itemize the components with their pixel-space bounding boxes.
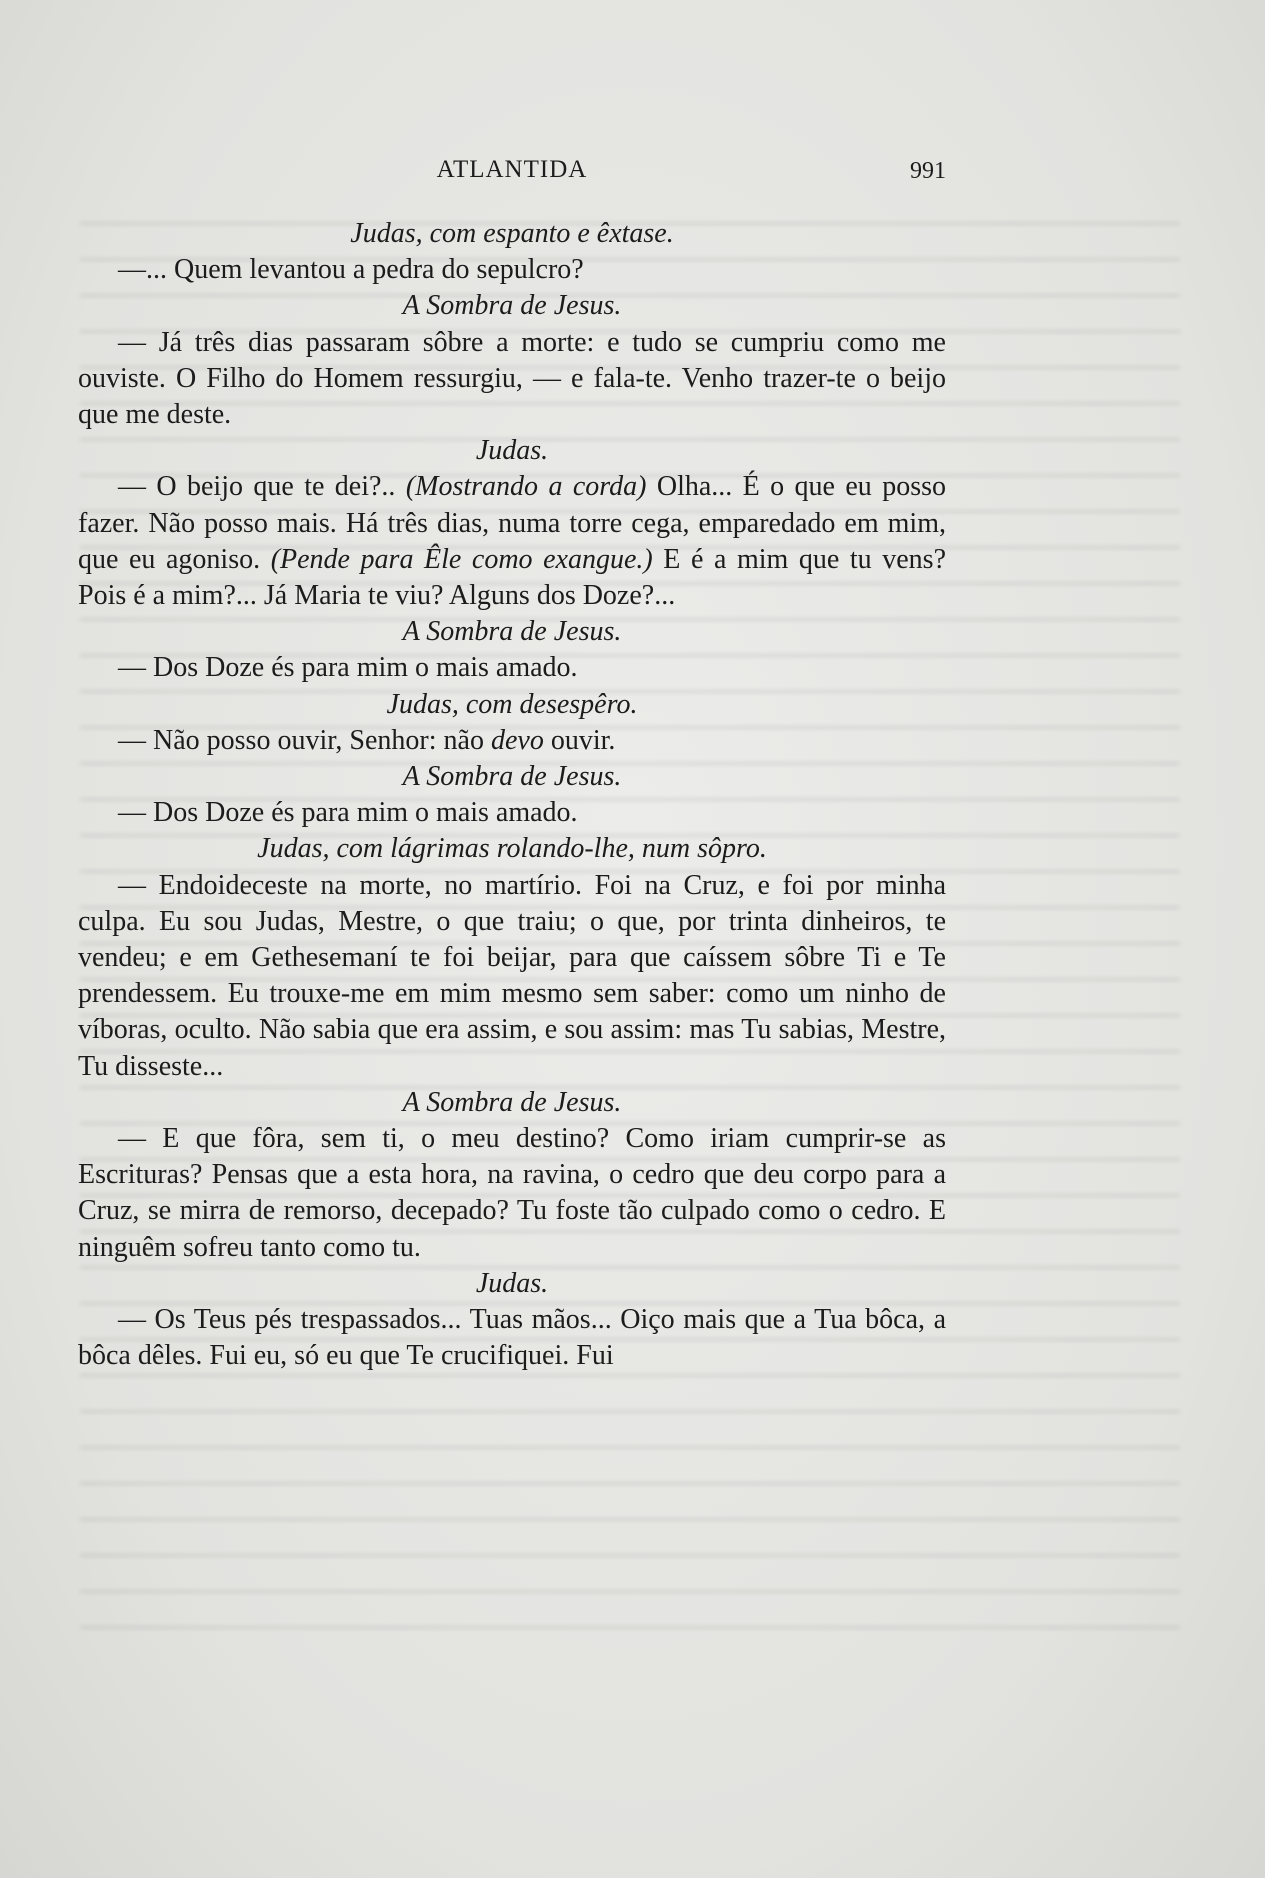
dialogue-text: — Não posso ouvir, Senhor: não — [118, 724, 491, 756]
dialogue-text: — O beijo que te dei?.. — [118, 471, 406, 503]
dialogue-text: — Os Teus pés trespassados... Tuas mãos... Oiço mais que a Tua bôca, a bôca dêles. Fui eu, só eu que Te crucifiquei. Fui — [78, 1304, 946, 1372]
dialogue-text: — E que fôra, sem ti, o meu destino? Como iriam cumprir-se as Escrituras? Pensas que a esta hora, na ravina, o cedro que deu corpo para a Cruz, se mirra de remorso, decepado? Tu foste tão culpado como o cedro. E ninguêm sofreu tanto como tu. — [78, 1123, 946, 1263]
dialogue-paragraph — [78, 1121, 946, 1266]
speaker-heading: A Sombra de Jesus. — [402, 290, 622, 322]
dialogue-text: — Dos Doze és para mim o mais amado. — [118, 652, 578, 684]
dialogue-text: — Já três dias passaram sôbre a morte: e tudo se cumpriu como me ouviste. O Filho do Homem ressurgiu, — e fala-te. Venho trazer-te o beijo que me deste. — [78, 326, 946, 431]
dialogue-text: —... Quem levantou a pedra do sepulcro? — [118, 254, 584, 286]
stage-direction: (Pende para Êle como exangue.) — [270, 543, 653, 575]
dialogue-text: — Dos Doze és para mim o mais amado. — [118, 797, 578, 829]
dialogue-text: ouvir. — [543, 724, 616, 756]
stage-direction: (Mostrando a corda) — [405, 471, 647, 503]
dialogue-paragraph — [78, 650, 946, 686]
speaker-heading: A Sombra de Jesus. — [402, 1086, 622, 1118]
dialogue-paragraph — [78, 795, 946, 831]
page-text — [78, 216, 946, 1375]
stage-direction: devo — [490, 724, 544, 756]
speaker-heading: Judas, com desespêro. — [386, 688, 638, 720]
dialogue-text: E é a mim que tu vens? Pois é a mim?... Já Maria te viu? Alguns dos Doze?... — [78, 543, 946, 612]
dialogue-text: Olha... É o que eu posso fazer. Não posso mais. Há três dias, numa torre cega, emparedado em mim, que eu agoniso. — [78, 471, 946, 575]
dialogue-text: — Endoideceste na morte, no martírio. Foi na Cruz, e foi por minha culpa. Eu sou Judas, Mestre, o que traiu; o que, por trinta dinheiros, te vendeu; e em Gethesemaní te foi beijar, para que caíssem sôbre Ti e Te prendessem. Eu trouxe-me em mim mesmo sem saber: como um ninho de víboras, oculto. Não sabia que era assim, e sou assim: mas Tu sabias, Mestre, Tu disseste... — [78, 869, 946, 1082]
page-header — [78, 150, 946, 190]
speaker-heading: Judas. — [475, 1267, 549, 1299]
dialogue-paragraph — [78, 723, 946, 759]
dialogue-paragraph — [78, 252, 946, 288]
running-title: ATLANTIDA — [436, 156, 588, 183]
speaker-heading: A Sombra de Jesus. — [402, 616, 622, 648]
dialogue-paragraph — [78, 325, 946, 434]
speaker-heading: Judas, com lágrimas rolando-lhe, num sôpro. — [257, 833, 767, 865]
speaker-heading: Judas. — [475, 435, 549, 467]
dialogue-paragraph — [78, 469, 946, 614]
speaker-heading: A Sombra de Jesus. — [402, 761, 622, 793]
page-number: 991 — [910, 158, 946, 184]
dialogue-paragraph — [78, 868, 946, 1085]
dialogue-paragraph — [78, 1302, 946, 1374]
speaker-heading: Judas, com espanto e êxtase. — [350, 218, 674, 249]
